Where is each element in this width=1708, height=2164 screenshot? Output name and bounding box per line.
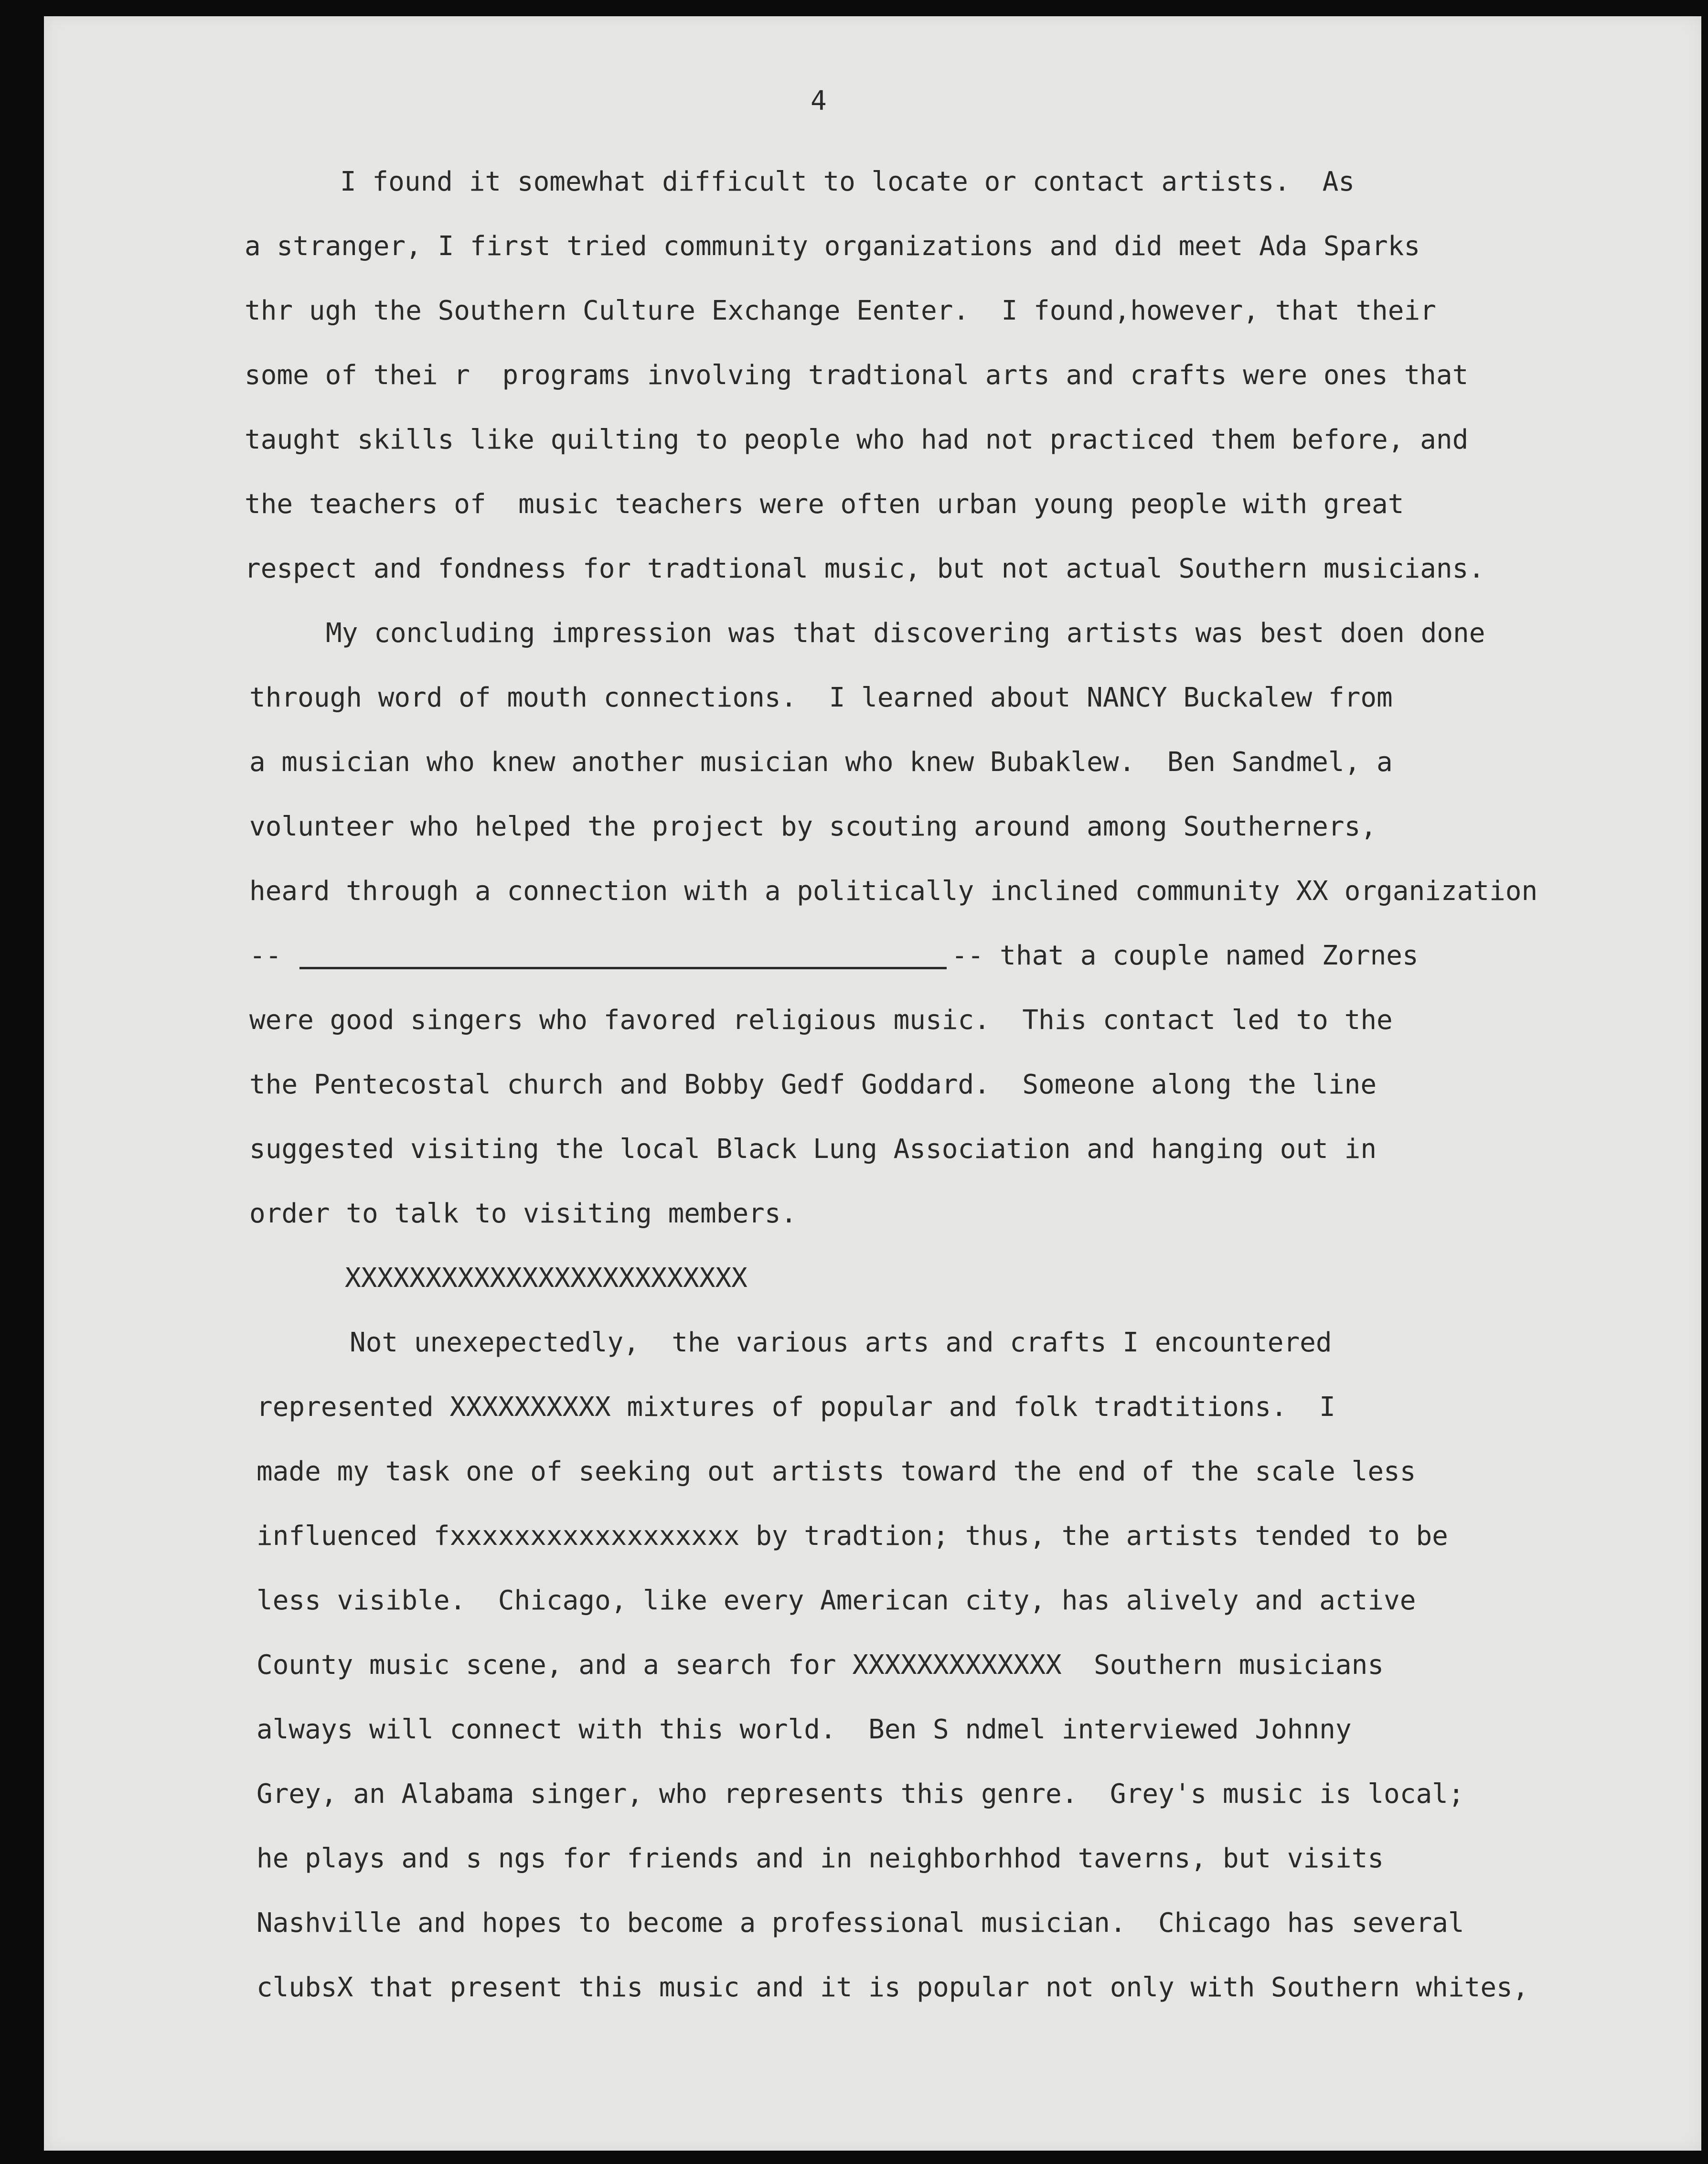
text-line-14: were good singers who favored religious music. This contact led to the [249, 1005, 1393, 1036]
text-line-12: heard through a connection with a politically inclined community XX organization [249, 876, 1538, 907]
text-line-24: County music scene, and a search for XXXXXXXXXXXXX Southern musicians [256, 1650, 1384, 1681]
text-line-1: I found it somewhat difficult to locate or contact artists. As [340, 166, 1355, 197]
text-line-15: the Pentecostal church and Bobby Gedf Goddard. Someone along the line [249, 1069, 1377, 1100]
text-line-17: order to talk to visiting members. [249, 1198, 797, 1229]
text-line-29: clubsX that present this music and it is popular not only with Southern whites, [256, 1972, 1529, 2003]
text-line-9: through word of mouth connections. I learned about NANCY Buckalew from [249, 682, 1393, 713]
struck-out-line: XXXXXXXXXXXXXXXXXXXXXXXXX [345, 1263, 747, 1294]
fill-in-blank [299, 967, 947, 969]
text-line-28: Nashville and hopes to become a professional musician. Chicago has several [256, 1907, 1464, 1939]
text-line-3: thr ugh the Southern Culture Exchange Eenter. I found,however, that their [245, 295, 1436, 326]
text-line-21: made my task one of seeking out artists toward the end of the scale less [256, 1456, 1416, 1487]
page-number: 4 [811, 86, 827, 117]
text-line-23: less visible. Chicago, like every American city, has alively and active [256, 1585, 1416, 1616]
document-page [44, 16, 1701, 2151]
text-line-10: a musician who knew another musician who knew Bubaklew. Ben Sandmel, a [249, 747, 1393, 778]
text-line-26: Grey, an Alabama singer, who represents this genre. Grey's music is local; [256, 1778, 1464, 1810]
text-line-8: My concluding impression was that discovering artists was best doen done [326, 618, 1485, 649]
text-line-25: always will connect with this world. Ben S ndmel interviewed Johnny [256, 1714, 1352, 1745]
text-line-13b: -- that a couple named Zornes [951, 940, 1419, 971]
text-line-5: taught skills like quilting to people who had not practiced them before, and [245, 424, 1469, 455]
text-line-19: Not unexepectedly, the various arts and crafts I encountered [350, 1327, 1332, 1358]
text-line-6: the teachers of music teachers were often urban young people with great [245, 489, 1404, 520]
text-line-22: influenced fxxxxxxxxxxxxxxxxxx by tradtion; thus, the artists tended to be [256, 1521, 1448, 1552]
text-line-11: volunteer who helped the project by scouting around among Southerners, [249, 811, 1377, 842]
text-line-20: represented XXXXXXXXXX mixtures of popular and folk tradtitions. I [256, 1392, 1335, 1423]
text-line-7: respect and fondness for tradtional music, but not actual Southern musicians. [245, 553, 1485, 584]
text-line-27: he plays and s ngs for friends and in neighborhhod taverns, but visits [256, 1843, 1384, 1874]
text-line-4: some of thei r programs involving tradtional arts and crafts were ones that [245, 360, 1469, 391]
text-line-2: a stranger, I first tried community organizations and did meet Ada Sparks [245, 231, 1420, 262]
text-line-13a: -- [249, 940, 282, 971]
text-line-16: suggested visiting the local Black Lung Association and hanging out in [249, 1134, 1377, 1165]
